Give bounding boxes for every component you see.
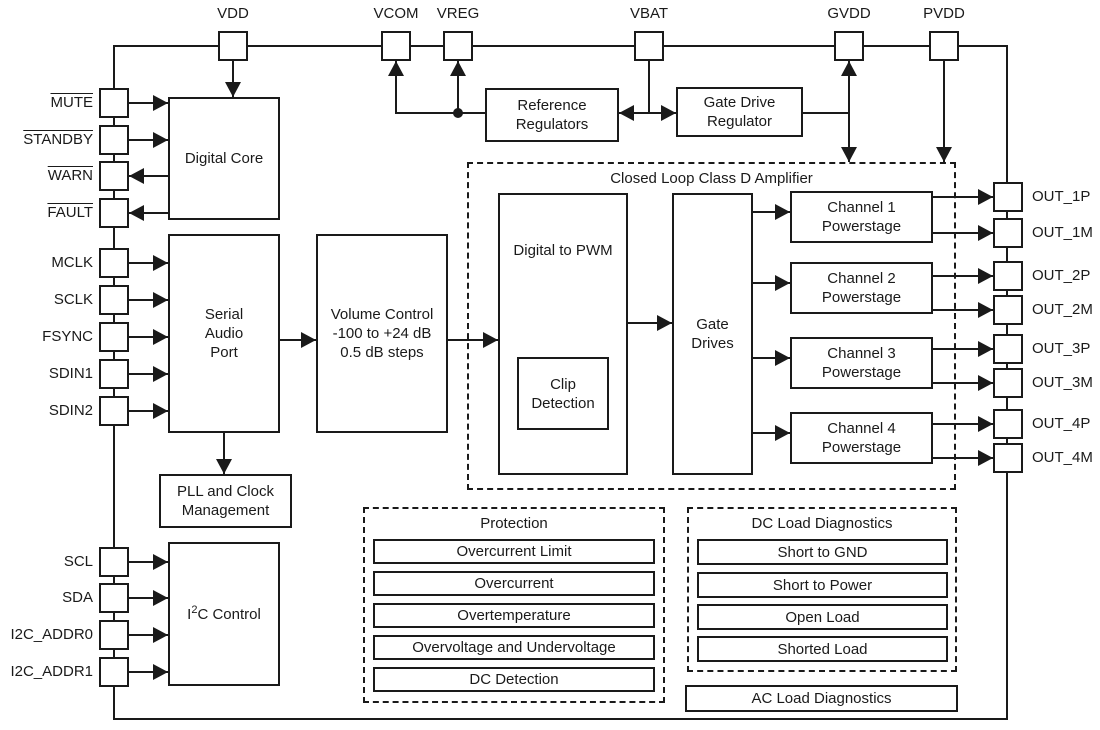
arrowhead-l	[619, 105, 634, 121]
protection-item-over-under-voltage: Overvoltage and Undervoltage	[373, 635, 655, 660]
pin-label-out-1m: OUT_1M	[1032, 224, 1093, 241]
arrowhead-r	[978, 189, 993, 205]
pin-gvdd	[834, 31, 864, 61]
pin-out-2m	[993, 295, 1023, 325]
arrowhead-r	[978, 268, 993, 284]
arrowhead-l	[129, 205, 144, 221]
protection-item-overcurrent: Overcurrent	[373, 571, 655, 596]
pin-label-mclk: MCLK	[51, 254, 93, 271]
pin-label-out-3p: OUT_3P	[1032, 340, 1091, 357]
arrowhead-l	[129, 168, 144, 184]
block-serial-audio-port: Serial Audio Port	[168, 234, 280, 433]
arrowhead-r	[978, 375, 993, 391]
arrowhead-r	[978, 450, 993, 466]
connector-line	[395, 112, 485, 114]
pin-label-i2c-addr1: I2C_ADDR1	[10, 663, 93, 680]
pin-fault	[99, 198, 129, 228]
arrowhead-r	[153, 554, 168, 570]
pin-label-sdin1: SDIN1	[48, 365, 93, 382]
protection-item-dc-detection: DC Detection	[373, 667, 655, 692]
arrowhead-r	[153, 590, 168, 606]
pin-label-i2c-addr0: I2C_ADDR0	[10, 626, 93, 643]
pin-label-mute: MUTE	[50, 94, 93, 111]
arrowhead-r	[775, 204, 790, 220]
connector-line	[803, 112, 850, 114]
arrowhead-u	[388, 61, 404, 76]
arrowhead-r	[153, 664, 168, 680]
pin-out-1m	[993, 218, 1023, 248]
block-clip-detection: Clip Detection	[517, 357, 609, 430]
pin-scl	[99, 547, 129, 577]
block-volume-control: Volume Control -100 to +24 dB 0.5 dB steps	[316, 234, 448, 433]
pin-label-gvdd: GVDD	[827, 5, 871, 22]
arrowhead-u	[450, 61, 466, 76]
pin-out-4p	[993, 409, 1023, 439]
pin-label-fsync: FSYNC	[42, 328, 93, 345]
block-channel3-powerstage: Channel 3 Powerstage	[790, 337, 933, 389]
block-gate-drive-regulator: Gate Drive Regulator	[676, 87, 803, 137]
block-ac-load-diagnostics: AC Load Diagnostics	[685, 685, 958, 712]
pin-label-out-2m: OUT_2M	[1032, 301, 1093, 318]
arrowhead-r	[775, 275, 790, 291]
pin-label-vdd: VDD	[217, 5, 249, 22]
pin-sdin1	[99, 359, 129, 389]
block-channel1-powerstage: Channel 1 Powerstage	[790, 191, 933, 243]
block-i2c-control: $I^2C$ Control	[168, 542, 280, 686]
pin-vreg	[443, 31, 473, 61]
pin-out-2p	[993, 261, 1023, 291]
dc-diag-item-open-load: Open Load	[697, 604, 948, 630]
block-pll-clock-management: PLL and Clock Management	[159, 474, 292, 528]
pin-label-out-1p: OUT_1P	[1032, 188, 1091, 205]
pin-label-out-3m: OUT_3M	[1032, 374, 1093, 391]
arrowhead-r	[153, 627, 168, 643]
pin-label-pvdd: PVDD	[923, 5, 965, 22]
block-digital-core: Digital Core	[168, 97, 280, 220]
pin-warn	[99, 161, 129, 191]
pin-fsync	[99, 322, 129, 352]
pin-out-3p	[993, 334, 1023, 364]
arrowhead-r	[153, 95, 168, 111]
pin-label-warn: WARN	[47, 167, 93, 184]
protection-title: Protection	[480, 515, 548, 532]
pin-label-out-4p: OUT_4P	[1032, 415, 1091, 432]
pin-out-1p	[993, 182, 1023, 212]
arrowhead-r	[301, 332, 316, 348]
pin-mute	[99, 88, 129, 118]
pin-label-standby: STANDBY	[23, 131, 93, 148]
dc-diag-item-short-to-gnd: Short to GND	[697, 539, 948, 565]
pin-label-sdin2: SDIN2	[48, 402, 93, 419]
pin-sclk	[99, 285, 129, 315]
arrowhead-r	[978, 225, 993, 241]
pin-label-vreg: VREG	[436, 5, 480, 22]
arrowhead-r	[978, 416, 993, 432]
pin-pvdd	[929, 31, 959, 61]
dc-diag-item-shorted-load: Shorted Load	[697, 636, 948, 662]
arrowhead-d	[936, 147, 952, 162]
arrowhead-r	[153, 255, 168, 271]
protection-item-overtemperature: Overtemperature	[373, 603, 655, 628]
pin-label-vcom: VCOM	[373, 5, 419, 22]
pin-label-sda: SDA	[62, 589, 93, 606]
arrowhead-r	[153, 329, 168, 345]
pin-label-scl: SCL	[63, 553, 93, 570]
arrowhead-r	[153, 366, 168, 382]
arrowhead-r	[978, 302, 993, 318]
dc-load-diagnostics-title: DC Load Diagnostics	[751, 515, 893, 532]
amplifier-title: Closed Loop Class D Amplifier	[610, 170, 813, 187]
pin-sdin2	[99, 396, 129, 426]
arrowhead-r	[661, 105, 676, 121]
arrowhead-d	[225, 82, 241, 97]
arrowhead-r	[153, 403, 168, 419]
block-channel2-powerstage: Channel 2 Powerstage	[790, 262, 933, 314]
protection-item-overcurrent-limit: Overcurrent Limit	[373, 539, 655, 564]
pin-label-sclk: SCLK	[53, 291, 93, 308]
arrowhead-r	[775, 425, 790, 441]
pin-label-out-4m: OUT_4M	[1032, 449, 1093, 466]
pin-label-fault: FAULT	[47, 204, 93, 221]
arrowhead-d	[216, 459, 232, 474]
pin-i2c-addr0	[99, 620, 129, 650]
pin-label-vbat: VBAT	[629, 5, 669, 22]
arrowhead-r	[775, 350, 790, 366]
arrowhead-r	[153, 132, 168, 148]
arrowhead-r	[153, 292, 168, 308]
block-channel4-powerstage: Channel 4 Powerstage	[790, 412, 933, 464]
block-digital-to-pwm: Digital to PWM	[498, 193, 628, 475]
pin-sda	[99, 583, 129, 613]
pin-standby	[99, 125, 129, 155]
dc-diag-item-short-to-power: Short to Power	[697, 572, 948, 598]
arrowhead-r	[657, 315, 672, 331]
arrowhead-u	[841, 61, 857, 76]
connector-line	[648, 61, 650, 113]
pin-out-4m	[993, 443, 1023, 473]
arrowhead-r	[483, 332, 498, 348]
pin-vbat	[634, 31, 664, 61]
pin-mclk	[99, 248, 129, 278]
pin-vdd	[218, 31, 248, 61]
block-reference-regulators: Reference Regulators	[485, 88, 619, 142]
pin-vcom	[381, 31, 411, 61]
arrowhead-r	[978, 341, 993, 357]
pin-i2c-addr1	[99, 657, 129, 687]
block-gate-drives: Gate Drives	[672, 193, 753, 475]
pin-label-out-2p: OUT_2P	[1032, 267, 1091, 284]
arrowhead-d	[841, 147, 857, 162]
pin-out-3m	[993, 368, 1023, 398]
